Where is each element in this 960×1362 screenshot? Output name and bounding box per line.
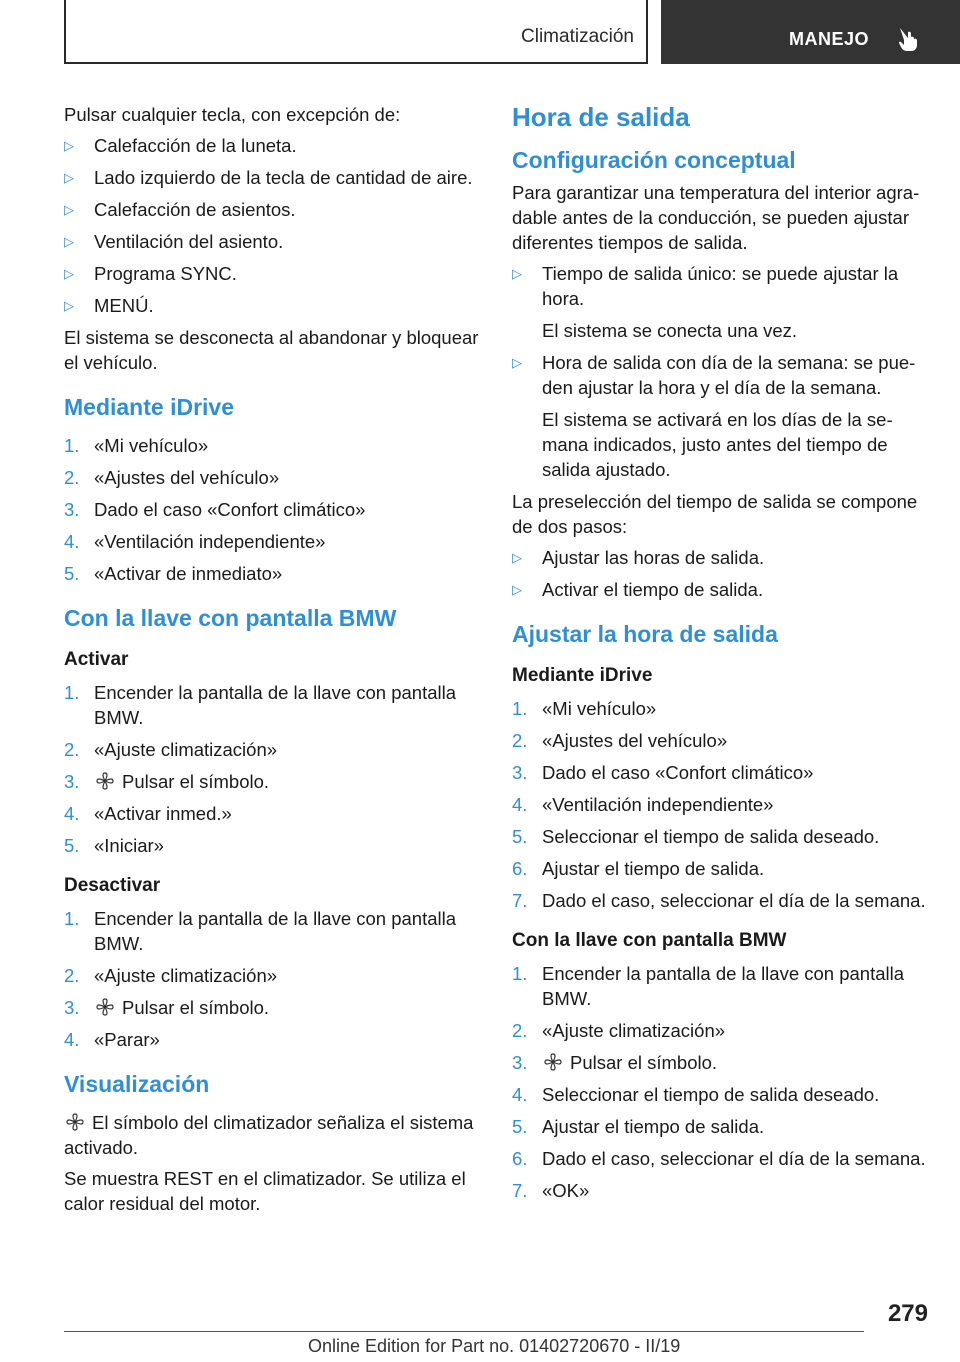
list-item: 4. «Parar» <box>64 1029 160 1050</box>
list-item: 2. «Ajuste climatización» <box>512 1020 726 1041</box>
idrive-heading: Mediante iDrive <box>64 394 234 420</box>
list-item: 4. «Ventilación independiente» <box>512 794 774 815</box>
concept-heading: Configuración conceptual <box>512 147 796 173</box>
list-item: ▷ Programa SYNC. <box>64 263 237 284</box>
rest-text: Se muestra REST en el climatizador. Se utiliza el calor residual del motor. <box>64 1168 466 1214</box>
list-item: 1. Encender la pantalla de la llave con pantalla BMW. <box>64 682 457 728</box>
triangle-bullet-icon: ▷ <box>64 234 74 249</box>
list-item: ▷ Calefacción de la luneta. <box>64 135 297 156</box>
list-item: ▷ Activar el tiempo de salida. <box>512 579 764 600</box>
section-title: Climatización <box>521 26 634 47</box>
list-item: 1. Encender la pantalla de la llave con pantalla BMW. <box>512 963 905 1009</box>
list-item: 2. «Ajustes del vehículo» <box>64 467 280 488</box>
list-item: 3. Dado el caso «Confort climático» <box>64 499 366 520</box>
list-item: 1. Encender la pantalla de la llave con pantalla BMW. <box>64 908 457 954</box>
list-item: 3. Pulsar el símbolo. <box>512 1052 718 1073</box>
left-column <box>64 96 484 1222</box>
triangle-bullet-icon: ▷ <box>64 170 74 185</box>
triangle-bullet-icon: ▷ <box>64 266 74 281</box>
list-item: 2. «Ajuste climatización» <box>64 739 278 760</box>
list-item: ▷ MENÚ. <box>64 295 154 316</box>
triangle-bullet-icon: ▷ <box>512 266 522 281</box>
list-item: 5. «Iniciar» <box>64 835 164 856</box>
list-item: 1. «Mi vehículo» <box>512 698 657 719</box>
triangle-bullet-icon: ▷ <box>512 582 522 597</box>
list-item: 4. «Ventilación independiente» <box>64 531 326 552</box>
list-item: ▷ Ventilación del asiento. <box>64 231 284 252</box>
list-item: 5. «Activar de inmediato» <box>64 563 283 584</box>
edition-note: Online Edition for Part no. 01402720670 - II/19 <box>308 1336 681 1356</box>
list-item: ▷ Calefacción de asientos. <box>64 199 296 220</box>
idrive-subheading: Mediante iDrive <box>512 665 653 686</box>
page-number: 279 <box>887 1300 928 1327</box>
chapter-title: MANEJO <box>789 29 870 49</box>
list-item: 7. «OK» <box>512 1180 590 1201</box>
key-heading: Con la llave con pantalla BMW <box>64 605 397 631</box>
triangle-bullet-icon: ▷ <box>64 298 74 313</box>
section-heading: Hora de salida <box>512 102 690 132</box>
display-heading: Visualización <box>64 1071 210 1097</box>
list-item: ▷ Ajustar las horas de salida. <box>512 547 765 568</box>
list-item: 5. Ajustar el tiempo de salida. <box>512 1116 765 1137</box>
list-item: 2. «Ajuste climatización» <box>64 965 278 986</box>
exception-list <box>64 133 484 318</box>
triangle-bullet-icon: ▷ <box>512 355 522 370</box>
adjust-heading: Ajustar la hora de salida <box>512 621 778 647</box>
triangle-bullet-icon: ▷ <box>64 138 74 153</box>
list-item: ▷ Hora de salida con día de la semana: se pueden ajustar la hora y el día de la semana. El sistema se activará en los días de la semana indicados, justo antes del tiempo de salida ajustado. <box>512 352 916 480</box>
fan-icon <box>542 1052 564 1072</box>
list-item: 4. «Activar inmed.» <box>64 803 232 824</box>
fan-icon <box>94 771 116 791</box>
list-item: 4. Seleccionar el tiempo de salida deseado. <box>512 1084 880 1105</box>
fan-icon <box>94 997 116 1017</box>
list-item: ▷ Lado izquierdo de la tecla de cantidad de aire. <box>64 167 473 188</box>
idrive-steps <box>512 696 932 913</box>
list-item: 2. «Ajustes del vehículo» <box>512 730 728 751</box>
activate-heading: Activar <box>64 649 129 670</box>
deactivate-heading: Desactivar <box>64 875 161 896</box>
display-text: El símbolo del climatizador señaliza el sistema activado. <box>64 1112 474 1158</box>
disconnect-text: El sistema se desconecta al abandonar y bloquear el vehículo. <box>64 327 479 373</box>
list-item: 6. Dado el caso, seleccionar el día de la semana. <box>512 1148 926 1169</box>
list-item: 5. Seleccionar el tiempo de salida deseado. <box>512 826 880 847</box>
list-item: 7. Dado el caso, seleccionar el día de la semana. <box>512 890 926 911</box>
options-list <box>512 261 932 482</box>
header-section-tab <box>64 0 648 64</box>
idrive-steps <box>64 433 484 586</box>
list-item: 3. Dado el caso «Confort climático» <box>512 762 814 783</box>
hand-pointer-icon <box>897 26 919 52</box>
list-item: 3. Pulsar el símbolo. <box>64 771 270 792</box>
activate-steps <box>64 680 484 858</box>
triangle-bullet-icon: ▷ <box>512 550 522 565</box>
deactivate-steps <box>64 906 484 1052</box>
key-subheading: Con la llave con pantalla BMW <box>512 930 787 951</box>
list-item: 6. Ajustar el tiempo de salida. <box>512 858 765 879</box>
header-chapter-tab <box>661 0 960 64</box>
preselect-list <box>512 545 932 602</box>
footer-divider <box>64 1331 864 1332</box>
right-column <box>512 96 932 1210</box>
fan-icon <box>64 1112 86 1132</box>
list-item: 3. Pulsar el símbolo. <box>64 997 270 1018</box>
intro-text: Pulsar cualquier tecla, con excepción de: <box>64 104 401 125</box>
preselect-text: La preselección del tiempo de salida se compone de dos pasos: <box>512 491 918 537</box>
triangle-bullet-icon: ▷ <box>64 202 74 217</box>
list-item: ▷ Tiempo de salida único: se puede ajustar la hora. El sistema se conecta una vez. <box>512 263 899 341</box>
key-steps <box>512 961 932 1203</box>
list-item: 1. «Mi vehículo» <box>64 435 209 456</box>
concept-text: Para garantizar una temperatura del interior agradable antes de la conducción, se pueden ajustar diferentes tiempos de salida. <box>512 182 920 253</box>
